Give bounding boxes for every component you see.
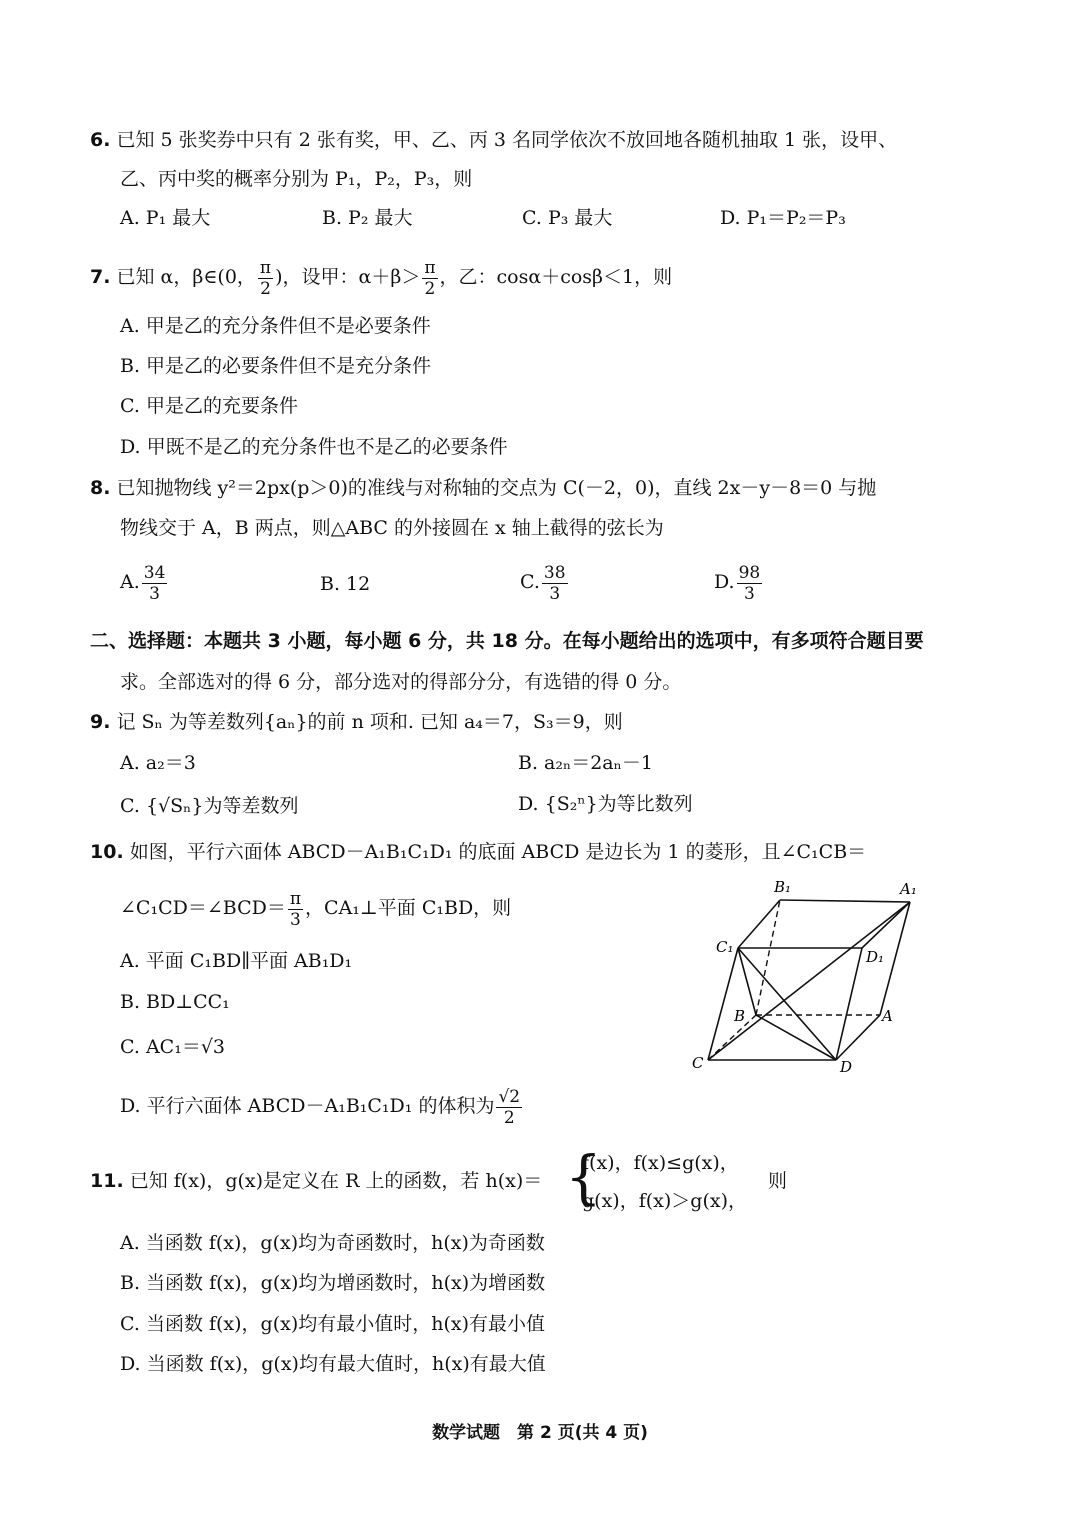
q7-stem	[90, 255, 672, 299]
edge-a1-d1	[862, 902, 910, 948]
label-c: C	[692, 1054, 704, 1072]
label-d: D	[840, 1058, 853, 1076]
q11-stem-end: 则	[768, 1170, 788, 1192]
q9-number: 9.	[90, 711, 111, 733]
q11-case-1: f(x)，f(x)≤g(x)，	[582, 1152, 739, 1174]
parallelepiped-figure	[690, 870, 930, 1080]
q7-fraction-1	[258, 258, 273, 299]
q6-number: 6.	[90, 129, 111, 151]
q11-stem-line	[90, 1168, 542, 1194]
piecewise-brace: {	[565, 1143, 602, 1211]
q8-c-num: 38	[543, 562, 566, 583]
q10-frac-num: π	[289, 888, 302, 909]
q10-fraction	[288, 889, 303, 930]
q8-option-d[interactable]	[714, 560, 764, 604]
q6-option-d[interactable]: D. P₁＝P₂＝P₃	[720, 207, 846, 229]
q7-frac2-num: π	[424, 257, 436, 278]
q8-option-a-label: A.	[120, 571, 140, 593]
label-c1: C₁	[716, 938, 734, 956]
q10-stem-line2-b: ，CA₁⊥平面 C₁BD，则	[305, 897, 512, 919]
q8-d-den: 3	[744, 583, 755, 604]
label-a: A	[882, 1007, 893, 1025]
q6-option-a[interactable]: A. P₁ 最大	[120, 207, 211, 229]
q10-stem-line1: 如图，平行六面体 ABCD－A₁B₁C₁D₁ 的底面 ABCD 是边长为 1 的菱形，且∠C₁CB＝	[129, 841, 867, 863]
edge-a1-a	[880, 902, 910, 1015]
q6-stem-line1: 已知 5 张奖券中只有 2 张有奖，甲、乙、丙 3 名同学依次不放回地各随机抽取 1 张，设甲、	[116, 129, 898, 151]
q8-a-den: 3	[149, 583, 160, 604]
q9-option-c[interactable]: C. {√Sₙ}为等差数列	[120, 795, 299, 817]
q10-option-c[interactable]: C. AC₁＝√3	[120, 1036, 226, 1058]
label-d1: D₁	[866, 948, 885, 966]
q8-stem-line1: 已知抛物线 y²＝2px(p＞0)的准线与对称轴的交点为 C(－2，0)，直线 2x－y－8＝0 与抛	[116, 477, 877, 499]
edge-b1-a1	[780, 900, 910, 902]
q10-option-b[interactable]: B. BD⊥CC₁	[120, 991, 230, 1013]
q6-line1	[90, 127, 897, 153]
q10-option-d-frac	[496, 1087, 522, 1128]
q7-fraction-2	[422, 258, 437, 299]
q9-option-a[interactable]: A. a₂＝3	[120, 752, 196, 774]
edge-c1-b1	[738, 900, 780, 948]
q8-option-c-frac	[542, 563, 568, 604]
q8-d-num: 98	[738, 562, 761, 583]
q9-stem: 记 Sₙ 为等差数列{aₙ}的前 n 项和. 已知 a₄＝7，S₃＝9，则	[116, 711, 623, 733]
q11-option-c[interactable]: C. 当函数 f(x)，g(x)均有最小值时，h(x)有最小值	[120, 1313, 546, 1335]
q11-case-2: g(x)，f(x)＞g(x)，	[582, 1190, 747, 1212]
q10-d-den: 2	[503, 1107, 515, 1128]
section2-heading-line2: 求。全部选对的得 6 分，部分选对的得部分分，有选错的得 0 分。	[120, 671, 682, 693]
q8-c-den: 3	[549, 583, 561, 604]
q11-option-d[interactable]: D. 当函数 f(x)，g(x)均有最大值时，h(x)有最大值	[120, 1353, 546, 1375]
q11-option-b[interactable]: B. 当函数 f(x)，g(x)均为增函数时，h(x)为增函数	[120, 1272, 546, 1294]
q8-a-num: 34	[143, 562, 166, 583]
label-a1: A₁	[900, 880, 917, 898]
q6-option-b[interactable]: B. P₂ 最大	[322, 207, 413, 229]
edge-d-a	[836, 1015, 880, 1060]
q11-option-a[interactable]: A. 当函数 f(x)，g(x)均为奇函数时，h(x)为奇函数	[120, 1232, 545, 1254]
q10-d-num: √2	[498, 1086, 521, 1107]
q7-stem-part-b: )，设甲：α＋β＞	[275, 266, 421, 288]
q10-option-a[interactable]: A. 平面 C₁BD∥平面 AB₁D₁	[120, 950, 353, 972]
q9-option-d[interactable]: D. {S₂ⁿ}为等比数列	[518, 793, 693, 815]
q7-stem-part-a: 已知 α，β∈(0，	[116, 266, 256, 288]
q7-frac1-num: π	[259, 257, 272, 278]
q7-frac1-den: 2	[260, 278, 271, 299]
q8-option-c-label: C.	[520, 571, 540, 593]
q8-option-a-frac	[142, 563, 168, 604]
q10-option-d-text: D. 平行六面体 ABCD－A₁B₁C₁D₁ 的体积为	[120, 1095, 495, 1117]
q7-stem-part-c: ，乙：cosα＋cosβ＜1，则	[439, 266, 673, 288]
q8-number: 8.	[90, 477, 111, 499]
q6-option-c[interactable]: C. P₃ 最大	[522, 207, 613, 229]
q7-option-d[interactable]: D. 甲既不是乙的充分条件也不是乙的必要条件	[120, 436, 508, 458]
q10-stem-line2-a: ∠C₁CD＝∠BCD＝	[120, 897, 286, 919]
label-b: B	[734, 1007, 746, 1025]
q10-option-d[interactable]	[120, 1084, 524, 1128]
q8-line1	[90, 475, 876, 501]
line-b-d	[756, 1015, 836, 1060]
q8-option-c[interactable]	[520, 560, 570, 604]
label-b1: B₁	[774, 878, 792, 896]
q9-option-b[interactable]: B. a₂ₙ＝2aₙ－1	[518, 752, 653, 774]
q10-number: 10.	[90, 841, 124, 863]
page-footer: 数学试题 第 2 页(共 4 页)	[432, 1423, 648, 1443]
edge-c1-c	[708, 948, 738, 1060]
q10-frac-den: 3	[290, 909, 301, 930]
q8-option-d-label: D.	[714, 571, 735, 593]
q8-option-b[interactable]: B. 12	[320, 573, 371, 595]
q8-option-a[interactable]	[120, 560, 169, 604]
line-c-a1	[708, 902, 910, 1060]
q7-frac2-den: 2	[424, 278, 436, 299]
q7-option-c[interactable]: C. 甲是乙的充要条件	[120, 395, 298, 417]
hidden-edge-c-b	[708, 1015, 756, 1060]
q11-number: 11.	[90, 1170, 124, 1192]
q11-stem: 已知 f(x)，g(x)是定义在 R 上的函数，若 h(x)＝	[129, 1170, 543, 1192]
q6-stem-line2: 乙、丙中奖的概率分别为 P₁，P₂，P₃，则	[120, 168, 473, 190]
q9-stem-line	[90, 709, 623, 735]
hidden-edge-b-b1	[756, 900, 780, 1015]
q8-option-d-frac	[737, 563, 763, 604]
q7-option-b[interactable]: B. 甲是乙的必要条件但不是充分条件	[120, 355, 432, 377]
q10-line2	[120, 886, 511, 930]
section2-heading-line1: 二、选择题：本题共 3 小题，每小题 6 分，共 18 分。在每小题给出的选项中，有多项符合题目要	[90, 630, 924, 652]
q7-option-a[interactable]: A. 甲是乙的充分条件但不是必要条件	[120, 315, 431, 337]
edge-d1-d	[836, 948, 862, 1060]
q10-line1	[90, 839, 866, 865]
q8-stem-line2: 物线交于 A，B 两点，则△ABC 的外接圆在 x 轴上截得的弦长为	[120, 517, 664, 539]
q7-number: 7.	[90, 266, 111, 288]
